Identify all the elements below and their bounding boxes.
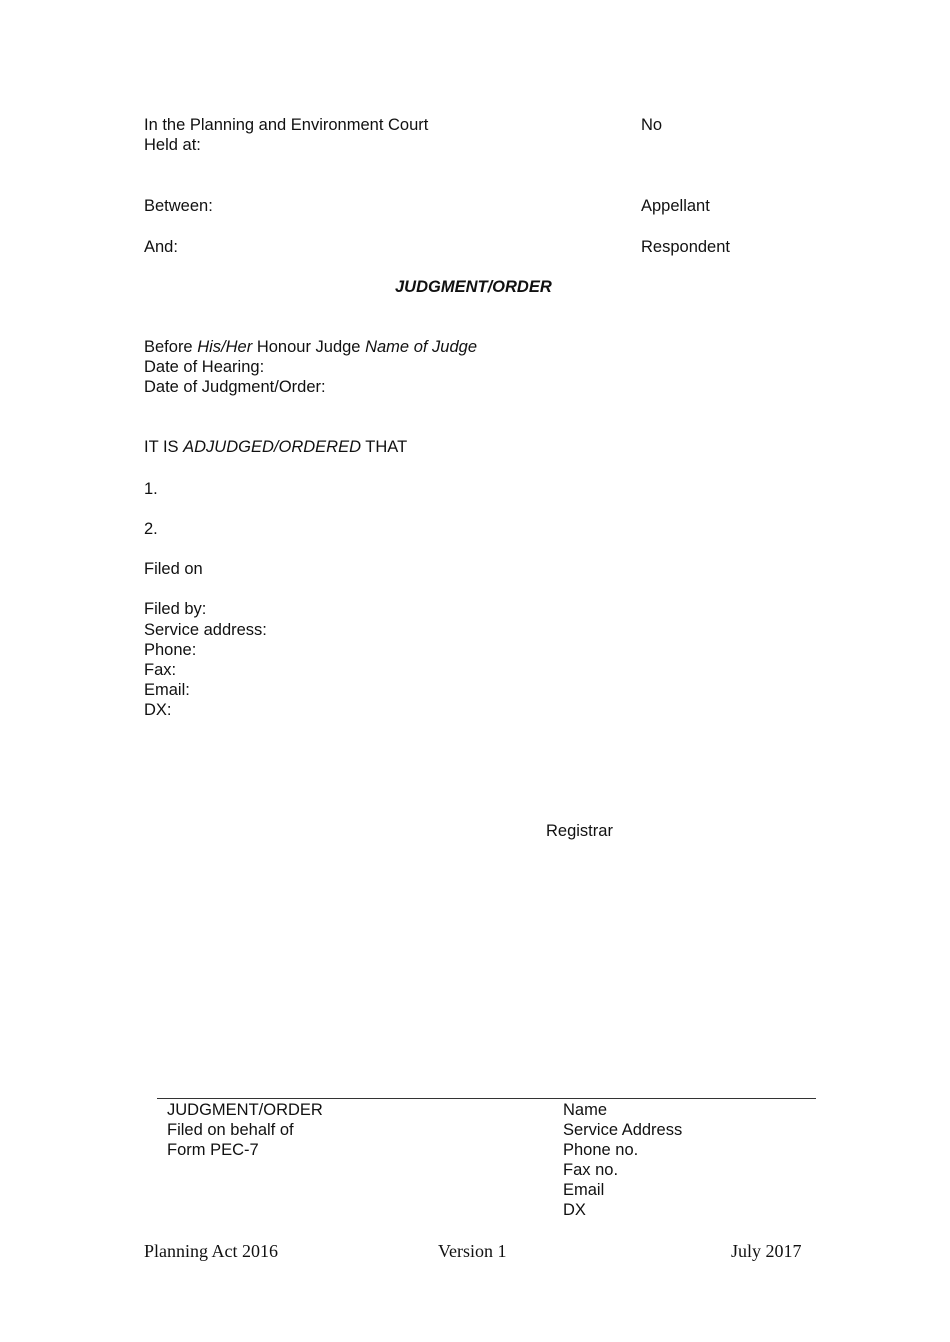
order-suffix: THAT xyxy=(365,438,408,456)
appellant-label: Appellant xyxy=(641,197,710,215)
footer-name: Name xyxy=(563,1101,608,1119)
footer-email: Email xyxy=(563,1181,605,1199)
respondent-label: Respondent xyxy=(641,238,730,256)
order-item-1: 1. xyxy=(144,480,158,498)
filed-by-label: Filed by: xyxy=(144,600,207,618)
dx-label: DX: xyxy=(144,701,172,719)
before-text: Before xyxy=(144,338,193,356)
judge-name-placeholder: Name of Judge xyxy=(365,338,477,356)
honour-judge-text: Honour Judge xyxy=(256,338,361,356)
order-prefix: IT IS xyxy=(144,438,179,456)
order-statement xyxy=(144,437,407,457)
document-title: JUDGMENT/ORDER xyxy=(395,278,552,296)
between-label: Between: xyxy=(144,197,213,215)
fax-label: Fax: xyxy=(144,661,177,679)
registrar-label: Registrar xyxy=(546,822,613,840)
footer-divider xyxy=(157,1098,816,1099)
before-judge-line xyxy=(144,337,477,357)
service-address-label: Service address: xyxy=(144,621,267,639)
footer-service-address: Service Address xyxy=(563,1121,683,1139)
footer-act: Planning Act 2016 xyxy=(144,1241,278,1261)
footer-form-number: Form PEC-7 xyxy=(167,1141,259,1159)
order-item-2: 2. xyxy=(144,520,158,538)
footer-filed-on-behalf: Filed on behalf of xyxy=(167,1121,294,1139)
honorific-text: His/Her xyxy=(197,338,253,356)
date-of-judgment-label: Date of Judgment/Order: xyxy=(144,378,326,396)
phone-label: Phone: xyxy=(144,641,197,659)
held-at-label: Held at: xyxy=(144,136,201,154)
email-label: Email: xyxy=(144,681,190,699)
footer-fax: Fax no. xyxy=(563,1161,619,1179)
and-label: And: xyxy=(144,238,178,256)
order-adjudged: ADJUDGED/ORDERED xyxy=(183,438,361,456)
footer-version: Version 1 xyxy=(438,1241,507,1261)
court-name: In the Planning and Environment Court xyxy=(144,116,429,134)
filed-on-label: Filed on xyxy=(144,560,203,578)
footer-doc-type: JUDGMENT/ORDER xyxy=(167,1101,323,1119)
footer-date: July 2017 xyxy=(731,1241,802,1261)
case-number-label: No xyxy=(641,116,663,134)
date-of-hearing-label: Date of Hearing: xyxy=(144,358,265,376)
footer-phone: Phone no. xyxy=(563,1141,639,1159)
footer-dx: DX xyxy=(563,1201,586,1219)
